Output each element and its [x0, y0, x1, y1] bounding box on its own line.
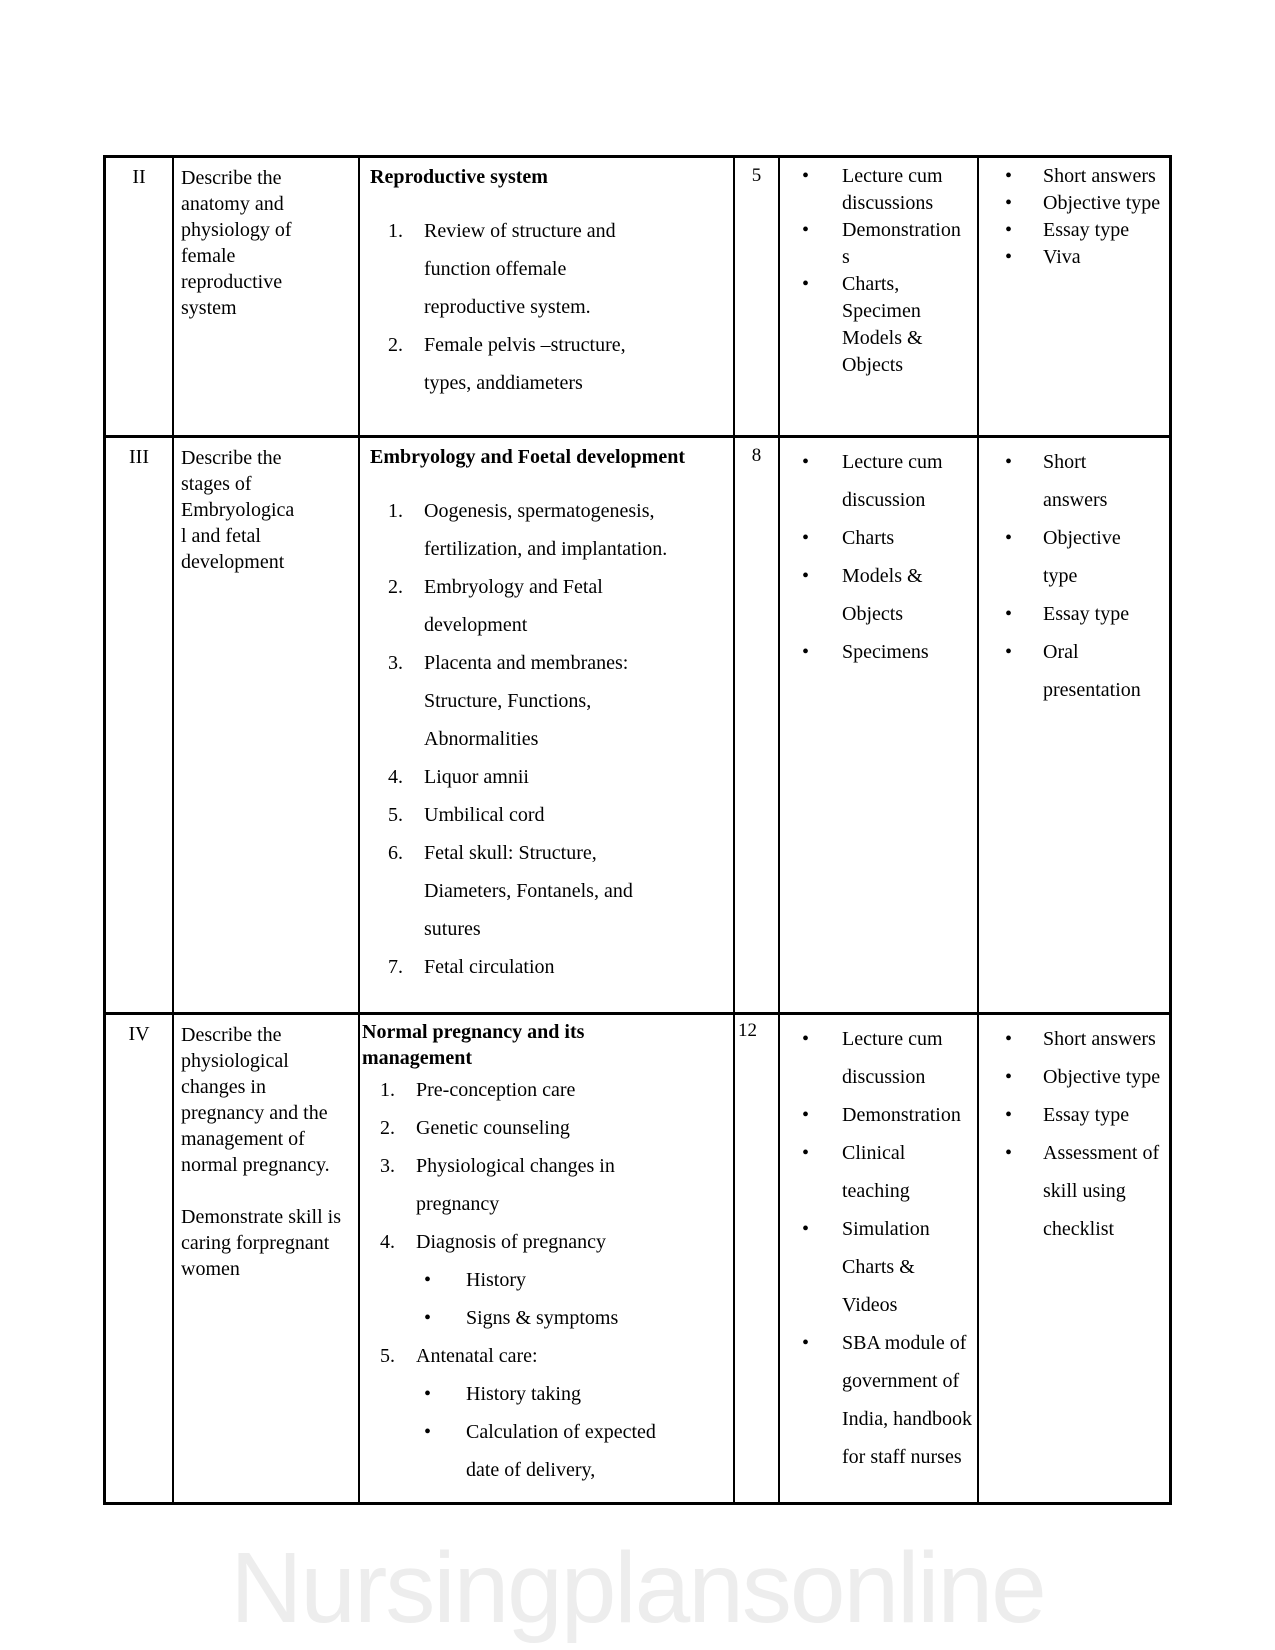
bullet-icon: • [1005, 1142, 1013, 1164]
bullet-icon: • [802, 1142, 810, 1164]
item-text [416, 1147, 615, 1223]
teaching-item-text [842, 1020, 943, 1096]
assessment-line: checklist [1043, 1218, 1115, 1240]
teaching-methods-cell [778, 1015, 977, 1502]
teaching-line: Charts [842, 527, 895, 549]
item-marker: 3. [388, 652, 403, 674]
objectives-cell [172, 438, 358, 1012]
objective-line: pregnancy and the [181, 1102, 328, 1124]
teaching-line: Demonstration [842, 219, 961, 241]
objective-line: Describe the [181, 167, 282, 189]
assessment-item-text [1043, 244, 1081, 271]
objective-line: Embryologica [181, 499, 295, 521]
bullet-icon: • [802, 219, 810, 241]
content-list [362, 1071, 731, 1489]
teaching-line: discussion [842, 489, 926, 511]
teaching-line: Lecture cum [842, 1028, 943, 1050]
item-line: Genetic counseling [416, 1117, 570, 1139]
item-text [416, 1109, 570, 1147]
item-text [424, 644, 628, 758]
item-text [466, 1299, 618, 1337]
content-title [362, 1019, 731, 1071]
item-marker: 2. [388, 576, 403, 598]
teaching-line: Objects [842, 354, 904, 376]
bullet-icon: • [802, 527, 810, 549]
bullet-icon: • [424, 1307, 432, 1329]
bullet-icon: • [802, 1218, 810, 1240]
objective-line: female [181, 245, 236, 267]
objective-line: caring forpregnant [181, 1232, 330, 1254]
assessment-item-text [1043, 519, 1121, 595]
teaching-item-text [842, 217, 961, 271]
assessment-item-text [1043, 443, 1107, 519]
bullet-icon: • [1005, 641, 1013, 663]
item-line: Structure, Functions, [424, 690, 592, 712]
item-marker: 1. [380, 1079, 395, 1101]
objective-line: management of [181, 1128, 305, 1150]
bullet-icon: • [424, 1383, 432, 1405]
teaching-methods-cell [778, 158, 977, 435]
assessment-line: Viva [1043, 246, 1081, 268]
content-title-line: management [362, 1047, 472, 1069]
item-line: Embryology and Fetal [424, 576, 603, 598]
objective-line: normal pregnancy. [181, 1154, 330, 1176]
item-marker: 6. [388, 842, 403, 864]
content-title [370, 164, 731, 190]
item-text [424, 568, 603, 644]
item-line: types, anddiameters [424, 372, 583, 394]
teaching-line: SBA module of [842, 1332, 967, 1354]
objective-line: system [181, 297, 237, 319]
assessment-item [979, 633, 1169, 709]
assessment-item-text [1043, 163, 1156, 190]
item-line: Oogenesis, spermatogenesis, [424, 500, 655, 522]
assessment-item [979, 443, 1169, 519]
bullet-icon: • [424, 1269, 432, 1291]
item-marker: 1. [388, 220, 403, 242]
item-line: Abnormalities [424, 728, 539, 750]
teaching-item [780, 443, 977, 519]
assessment-item-text [1043, 633, 1141, 709]
item-line: History taking [466, 1383, 581, 1405]
teaching-line: for staff nurses [842, 1446, 962, 1468]
bullet-icon: • [802, 451, 810, 473]
bullet-icon: • [802, 1332, 810, 1354]
content-item [370, 758, 731, 796]
teaching-line: Lecture cum [842, 165, 943, 187]
teaching-item-text [842, 633, 929, 671]
content-item [370, 326, 731, 402]
item-line: pregnancy [416, 1193, 500, 1215]
hours-value: 8 [751, 445, 762, 466]
content-item [370, 796, 731, 834]
item-text [424, 796, 545, 834]
content-list [370, 492, 731, 986]
assessment-line: Short [1043, 451, 1087, 473]
teaching-line: Demonstration [842, 1104, 961, 1126]
item-marker: 1. [388, 500, 403, 522]
item-line: Diameters, Fontanels, and [424, 880, 633, 902]
bullet-icon: • [1005, 1028, 1013, 1050]
teaching-item [780, 633, 977, 671]
item-marker: 4. [388, 766, 403, 788]
teaching-line: India, handbook [842, 1408, 972, 1430]
objective-line: Describe the [181, 447, 282, 469]
teaching-line: Clinical [842, 1142, 906, 1164]
table-row [106, 435, 1169, 1012]
content-item [362, 1337, 731, 1375]
objective-line: anatomy and [181, 193, 284, 215]
item-line: fertilization, and implantation. [424, 538, 668, 560]
item-text [424, 212, 616, 326]
teaching-item-text [842, 1210, 930, 1324]
teaching-line: Models & [842, 565, 923, 587]
teaching-line: discussions [842, 192, 934, 214]
objective-line: development [181, 551, 285, 573]
teaching-line: s [842, 246, 850, 268]
item-text [466, 1413, 656, 1489]
assessment-line: Objective type [1043, 192, 1161, 214]
unit-cell [106, 1015, 172, 1502]
item-line: History [466, 1269, 526, 1291]
item-line: Pre-conception care [416, 1079, 576, 1101]
content-item [362, 1071, 731, 1109]
teaching-line: government of [842, 1370, 960, 1392]
assessment-line: presentation [1043, 679, 1141, 701]
objective-line: reproductive [181, 271, 283, 293]
assessment-line: Short answers [1043, 1028, 1156, 1050]
item-line: date of delivery, [466, 1459, 596, 1481]
item-line: Physiological changes in [416, 1155, 615, 1177]
watermark: Nursingplansonline [230, 1532, 1045, 1644]
item-text [416, 1337, 538, 1375]
assessment-methods-cell [977, 158, 1169, 435]
objective-line: physiology of [181, 219, 292, 241]
teaching-item [780, 519, 977, 557]
item-line: Diagnosis of pregnancy [416, 1231, 606, 1253]
teaching-item [780, 1324, 977, 1476]
item-marker: 7. [388, 956, 403, 978]
assessment-item [979, 217, 1169, 244]
item-text [424, 834, 633, 948]
item-text [424, 758, 529, 796]
content-item [362, 1413, 731, 1489]
content-item [362, 1223, 731, 1261]
bullet-icon: • [1005, 603, 1013, 625]
objectives-cell [172, 158, 358, 435]
content-cell [358, 158, 733, 435]
bullet-icon: • [1005, 1104, 1013, 1126]
bullet-icon: • [802, 565, 810, 587]
teaching-item-text [842, 1096, 961, 1134]
item-marker: 5. [380, 1345, 395, 1367]
assessment-item-text [1043, 595, 1129, 633]
item-marker: 4. [380, 1231, 395, 1253]
content-item [362, 1375, 731, 1413]
assessment-line: Essay type [1043, 219, 1130, 241]
content-item [370, 492, 731, 568]
teaching-item [780, 163, 977, 217]
assessment-item-text [1043, 1096, 1129, 1134]
teaching-line: Charts, [842, 273, 900, 295]
teaching-item [780, 1020, 977, 1096]
content-item [362, 1109, 731, 1147]
bullet-icon: • [1005, 219, 1013, 241]
assessment-item [979, 595, 1169, 633]
assessment-item [979, 1134, 1169, 1248]
item-line: Signs & symptoms [466, 1307, 619, 1329]
item-text [466, 1375, 581, 1413]
objective-line: Describe the [181, 1024, 282, 1046]
item-text [416, 1223, 606, 1261]
assessment-line: Short answers [1043, 165, 1156, 187]
objective-line [181, 1178, 356, 1204]
teaching-line: Specimens [842, 641, 929, 663]
unit-label: IV [128, 1023, 150, 1045]
content-item [362, 1299, 731, 1337]
item-line: Placenta and membranes: [424, 652, 629, 674]
teaching-methods-cell [778, 438, 977, 1012]
unit-label: III [129, 446, 149, 468]
content-cell [358, 438, 733, 1012]
objective-line: l and fetal [181, 525, 261, 547]
item-text [466, 1261, 526, 1299]
item-text [416, 1071, 575, 1109]
bullet-icon: • [1005, 1066, 1013, 1088]
objectives-cell [172, 1015, 358, 1502]
objective-line: physiological [181, 1050, 289, 1072]
content-title-line: Embryology and Foetal development [370, 446, 685, 468]
assessment-item [979, 1096, 1169, 1134]
assessment-item [979, 519, 1169, 595]
unit-label: II [132, 166, 146, 188]
teaching-item-text [842, 557, 923, 633]
item-text [424, 492, 667, 568]
assessment-item-text [1043, 190, 1160, 217]
assessment-line: answers [1043, 489, 1108, 511]
content-title [370, 444, 731, 470]
assessment-line: Assessment of [1043, 1142, 1160, 1164]
assessment-line: Oral [1043, 641, 1079, 663]
teaching-line: Specimen [842, 300, 921, 322]
item-marker: 3. [380, 1155, 395, 1177]
teaching-item [780, 1134, 977, 1210]
bullet-icon: • [424, 1421, 432, 1443]
bullet-icon: • [802, 273, 810, 295]
bullet-icon: • [802, 1028, 810, 1050]
bullet-icon: • [1005, 246, 1013, 268]
item-line: Liquor amnii [424, 766, 529, 788]
teaching-item-text [842, 443, 943, 519]
assessment-line: skill using [1043, 1180, 1126, 1202]
content-title-line: Normal pregnancy and its [362, 1021, 585, 1043]
item-line: Calculation of expected [466, 1421, 656, 1443]
hours-value: 5 [751, 165, 762, 186]
item-text [424, 326, 626, 402]
hours-cell [733, 438, 778, 1012]
teaching-line: Lecture cum [842, 451, 943, 473]
teaching-item-text [842, 1324, 972, 1476]
assessment-item-text [1043, 1134, 1159, 1248]
teaching-line: Models & [842, 327, 923, 349]
item-line: Fetal circulation [424, 956, 555, 978]
teaching-item-text [842, 271, 923, 379]
item-line: function offemale [424, 258, 567, 280]
item-line: Umbilical cord [424, 804, 545, 826]
assessment-item [979, 190, 1169, 217]
teaching-item [780, 1210, 977, 1324]
content-title-line: Reproductive system [370, 166, 548, 188]
content-item [362, 1147, 731, 1223]
assessment-line: type [1043, 565, 1078, 587]
content-item [370, 212, 731, 326]
assessment-item-text [1043, 1020, 1156, 1058]
bullet-icon: • [1005, 192, 1013, 214]
item-line: Review of structure and [424, 220, 616, 242]
teaching-line: Videos [842, 1294, 898, 1316]
item-marker: 2. [388, 334, 403, 356]
table-row [106, 1012, 1169, 1502]
assessment-item [979, 163, 1169, 190]
item-marker: 2. [380, 1117, 395, 1139]
teaching-line: Charts & [842, 1256, 915, 1278]
teaching-line: Simulation [842, 1218, 930, 1240]
assessment-line: Objective type [1043, 1066, 1161, 1088]
assessment-item [979, 1058, 1169, 1096]
assessment-item-text [1043, 1058, 1160, 1096]
teaching-item-text [842, 163, 943, 217]
unit-cell [106, 438, 172, 1012]
content-list [370, 212, 731, 402]
objective-line: changes in [181, 1076, 266, 1098]
unit-cell [106, 158, 172, 435]
teaching-line: teaching [842, 1180, 910, 1202]
objective-line: women [181, 1258, 240, 1280]
content-cell [358, 1015, 733, 1502]
assessment-item [979, 1020, 1169, 1058]
assessment-line: Objective [1043, 527, 1121, 549]
teaching-item [780, 557, 977, 633]
assessment-item-text [1043, 217, 1129, 244]
teaching-item-text [842, 519, 894, 557]
hours-value: 12 [738, 1020, 757, 1041]
item-line: sutures [424, 918, 481, 940]
syllabus-table [103, 155, 1172, 1505]
hours-cell [733, 1015, 778, 1502]
teaching-item [780, 271, 977, 379]
teaching-item [780, 1096, 977, 1134]
bullet-icon: • [1005, 165, 1013, 187]
bullet-icon: • [802, 1104, 810, 1126]
assessment-line: Essay type [1043, 603, 1130, 625]
teaching-line: Objects [842, 603, 904, 625]
bullet-icon: • [802, 165, 810, 187]
content-item [370, 948, 731, 986]
content-item [370, 834, 731, 948]
assessment-methods-cell [977, 1015, 1169, 1502]
content-item [370, 644, 731, 758]
item-marker: 5. [388, 804, 403, 826]
item-text [424, 948, 555, 986]
table-row [106, 158, 1169, 435]
assessment-methods-cell [977, 438, 1169, 1012]
item-line: Antenatal care: [416, 1345, 538, 1367]
item-line: development [424, 614, 528, 636]
item-line: Fetal skull: Structure, [424, 842, 597, 864]
hours-cell [733, 158, 778, 435]
bullet-icon: • [802, 641, 810, 663]
content-item [370, 568, 731, 644]
assessment-item [979, 244, 1169, 271]
teaching-item [780, 217, 977, 271]
bullet-icon: • [1005, 451, 1013, 473]
objective-line: Demonstrate skill is [181, 1206, 341, 1228]
content-item [362, 1261, 731, 1299]
assessment-line: Essay type [1043, 1104, 1130, 1126]
objective-line: stages of [181, 473, 252, 495]
teaching-item-text [842, 1134, 910, 1210]
bullet-icon: • [1005, 527, 1013, 549]
item-line: reproductive system. [424, 296, 591, 318]
teaching-line: discussion [842, 1066, 926, 1088]
item-line: Female pelvis –structure, [424, 334, 626, 356]
